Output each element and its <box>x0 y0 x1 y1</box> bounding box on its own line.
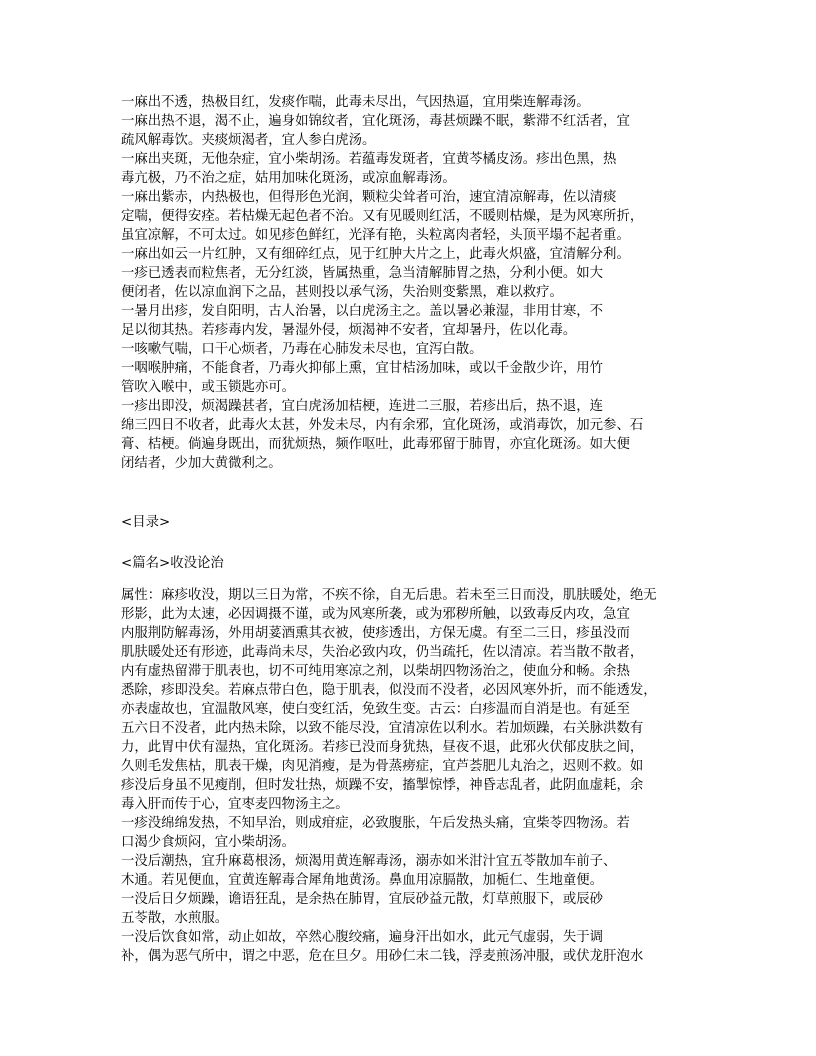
text-line: 足以彻其热。若疹毒内发，暑湿外侵，烦渴神不安者，宜却暑丹，佐以化毒。 <box>121 323 577 338</box>
text-line: 一暑月出疹，发自阳明，古人治暑，以白虎汤主之。盖以暑必兼湿，非用甘寒，不 <box>121 304 604 319</box>
text-line: 一没后潮热，宜升麻葛根汤，烦渴用黄连解毒汤，溺赤如米泔汁宜五苓散加车前子、 <box>121 854 617 869</box>
text-line: 毒亢极，乃不治之症，姑用加味化斑汤，或凉血解毒汤。 <box>121 171 456 186</box>
text-line: 内服荆防解毒汤，外用胡荽酒熏其衣被，使疹透出，方保无虞。有至二三日，疹虽没而 <box>121 626 630 641</box>
text-line: 一没后饮食如常，动止如故，卒然心腹绞痛，遍身汗出如水，此元气虚弱，失于调 <box>121 930 604 945</box>
text-line: 疏风解毒饮。夹痰烦渴者，宜人参白虎汤。 <box>121 133 376 148</box>
text-line: 一麻出不透，热极目红，发痰作喘，此毒未尽出，气因热逼，宜用柴连解毒汤。 <box>121 95 590 110</box>
text-line: 久则毛发焦枯，肌表干燥，肉见消瘦，是为骨蒸痨症，宜芦荟肥儿丸治之，迟则不救。如 <box>121 759 644 774</box>
text-line: 一没后日夕烦躁，谵语狂乱，是余热在肺胃，宜辰砂益元散，灯草煎服下，或辰砂 <box>121 892 604 907</box>
text-line: 五苓散，水煎服。 <box>121 911 229 926</box>
text-line: 定喘，便得安痊。若枯燥无起色者不治。又有见暖则红活，不暖则枯燥，是为风寒所折， <box>121 209 644 224</box>
text-line: 便闭者，佐以凉血润下之品，甚则投以承气汤，失治则变紫黑，难以救疗。 <box>121 285 563 300</box>
text-line: 一麻出热不退，渴不止，遍身如锦纹者，宜化斑汤，毒甚烦躁不眠，紫滞不红活者，宜 <box>121 114 630 129</box>
text-line: 属性：麻疹收没，期以三日为常，不疾不徐，自无后患。若未至三日而没，肌肤暖处，绝无 <box>121 588 657 603</box>
text-line: 悉除，疹即没矣。若麻点带白色，隐于肌表，似没而不没者，必因风寒外折，而不能透发， <box>121 683 657 698</box>
text-line: 一疹出即没，烦渴躁甚者，宜白虎汤加桔梗，连进二三服，若疹出后，热不退，连 <box>121 399 604 414</box>
chapter-title: <篇名>收没论治 <box>121 556 224 571</box>
text-line: 管吹入喉中，或玉锁匙亦可。 <box>121 380 296 395</box>
text-line: 闭结者，少加大黄微利之。 <box>121 456 282 471</box>
text-line: 一麻出如云一片红肿，又有细碎红点，见于红肿大片之上，此毒火炽盛，宜清解分利。 <box>121 247 630 262</box>
text-line: 肌肤暖处还有形迹，此毒尚未尽，失治必致内攻，仍当疏托，佐以清凉。若当散不散者， <box>121 645 644 660</box>
text-line: 形影，此为太速，必因调摄不谨，或为风寒所袭，或为邪秽所触，以致毒反内攻，急宜 <box>121 607 630 622</box>
text-line: 虽宜凉解，不可太过。如见疹色鲜红，光泽有艳，头粒离肉者轻，头顶平塌不起者重。 <box>121 228 630 243</box>
text-line: 一麻出紫赤，内热极也，但得形色光润，颗粒尖耸者可治，速宜清凉解毒，佐以清痰 <box>121 190 617 205</box>
text-line: 五六日不没者，此内热未除，以致不能尽没，宜清凉佐以利水。若加烦躁，右关脉洪数有 <box>121 721 644 736</box>
text-line: 木通。若见便血，宜黄连解毒合犀角地黄汤。鼻血用凉膈散，加栀仁、生地童便。 <box>121 873 604 888</box>
text-line: 一麻出夹斑，无他杂症，宜小柴胡汤。若蕴毒发斑者，宜黄芩橘皮汤。疹出色黑，热 <box>121 152 617 167</box>
text-line: 毒入肝而传于心，宜枣麦四物汤主之。 <box>121 797 349 812</box>
text-line: 亦表虚故也，宜温散风寒，使白变红活，免致生变。古云：白疹温而自消是也。有延至 <box>121 702 630 717</box>
text-line: 一咳嗽气喘，口干心烦者，乃毒在心肺发未尽也，宜泻白散。 <box>121 342 483 357</box>
text-line: 口渴少食烦闷，宜小柴胡汤。 <box>121 835 296 850</box>
text-line: 补，偶为恶气所中，谓之中恶，危在旦夕。用砂仁末二钱，浮麦煎汤冲服，或伏龙肝泡水 <box>121 949 644 964</box>
text-line: 膏、桔梗。倘遍身既出，而犹烦热，频作呕吐，此毒邪留于肺胃，亦宜化斑汤。如大便 <box>121 437 630 452</box>
text-line: 一咽喉肿痛，不能食者，乃毒火抑郁上熏，宜甘桔汤加味，或以千金散少许，用竹 <box>121 361 604 376</box>
text-line: 内有虚热留滞于肌表也，切不可纯用寒凉之剂，以柴胡四物汤治之，使血分和畅。余热 <box>121 664 630 679</box>
text-line: 一疹没绵绵发热，不知早治，则成疳症，必致腹胀，午后发热头痛，宜柴苓四物汤。若 <box>121 816 630 831</box>
text-line: 一疹已透表而粒焦者，无分红淡，皆属热重，急当清解肺胃之热，分利小便。如大 <box>121 266 604 281</box>
toc-label: <目录> <box>121 515 171 530</box>
text-line: 绵三四日不收者，此毒火太甚，外发未尽，内有余邪，宜化斑汤，或消毒饮，加元参、石 <box>121 418 644 433</box>
text-line: 力，此胃中伏有湿热，宜化斑汤。若疹已没而身犹热，昼夜不退，此邪火伏郁皮肤之间， <box>121 740 644 755</box>
text-line: 疹没后身虽不见瘦削，但时发壮热，烦躁不安，搐掣惊悸，神昏志乱者，此阴血虚耗，余 <box>121 778 644 793</box>
